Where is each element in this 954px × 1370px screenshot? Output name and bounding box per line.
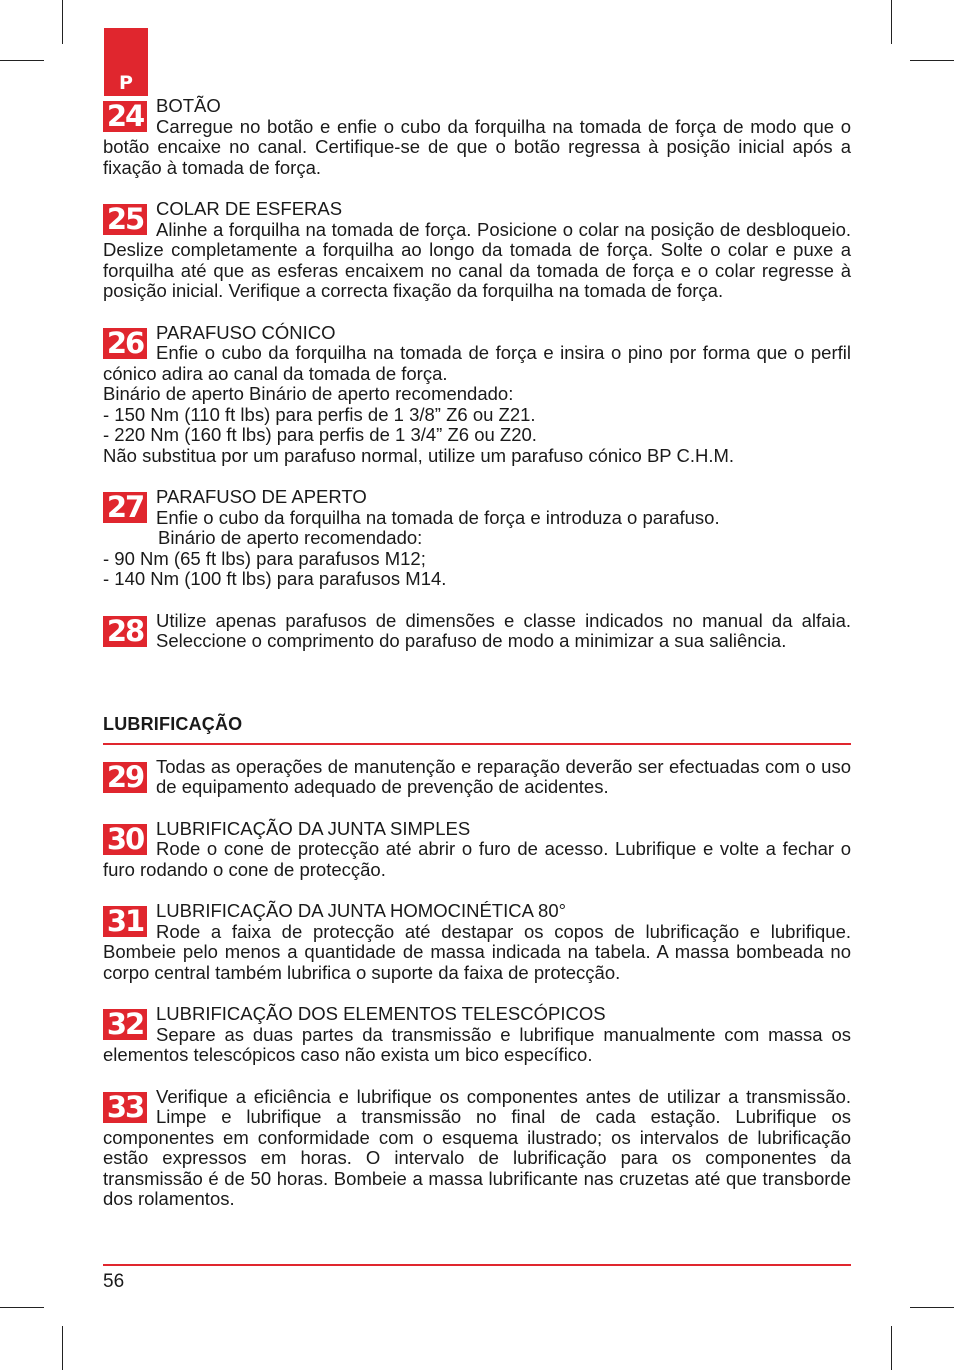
step-body: Utilize apenas parafusos de dimensões e classe indicados no manual da alfaia. Seleccione o comprimento do parafuso de modo a minimizar a sua saliência. (156, 609, 851, 651)
step-body: Carregue no botão e enfie o cubo da forquilha na tomada de força de modo que o botão encaixe no canal. Certifique-se de que o botão regressa à posição inicial após a fixação à tomada de força. (103, 115, 851, 178)
step-30 (103, 819, 851, 881)
torque-spec: - 220 Nm (160 ft lbs) para perfis de 1 3/4” Z6 ou Z20. (103, 424, 537, 445)
step-number-badge: 24 (103, 101, 147, 132)
step-title: LUBRIFICAÇÃO DA JUNTA HOMOCINÉTICA 80° (156, 900, 567, 921)
page-number: 56 (103, 1271, 125, 1292)
torque-label: Binário de aperto Binário de aperto recomendado: (103, 383, 514, 404)
step-title: PARAFUSO DE APERTO (156, 486, 367, 507)
step-29 (103, 757, 851, 798)
warning-note: Não substitua por um parafuso normal, utilize um parafuso cónico BP C.H.M. (103, 444, 735, 466)
step-31 (103, 901, 851, 983)
step-body: Enfie o cubo da forquilha na tomada de força e insira o pino por forma que o perfil cónico adira ao canal da tomada de força. (103, 342, 851, 384)
step-title: LUBRIFICAÇÃO DOS ELEMENTOS TELESCÓPICOS (156, 1003, 606, 1024)
step-33 (103, 1087, 851, 1210)
step-number-badge: 32 (103, 1009, 147, 1040)
crop-mark (62, 1326, 63, 1370)
crop-mark (0, 60, 44, 61)
step-body: Alinhe a forquilha na tomada de força. Posicione o colar na posição de desbloqueio. Deslize completamente a forquilha ao longo da tomada de força. Solte o colar e puxe a forquilha até que as esferas encaixem no canal da tomada de força e o colar regresse à posição inicial. Verifique a correcta fixação da forquilha na tomada de força. (103, 218, 851, 301)
language-tab: P (104, 28, 148, 96)
section-title: LUBRIFICAÇÃO (103, 714, 851, 745)
crop-mark (891, 0, 892, 44)
step-26 (103, 323, 851, 467)
step-body: Todas as operações de manutenção e reparação deverão ser efectuadas com o uso de equipamento adequado de prevenção de acidentes. (156, 755, 851, 797)
step-28 (103, 611, 851, 652)
step-25 (103, 199, 851, 302)
step-27 (103, 487, 851, 590)
torque-spec: - 150 Nm (110 ft lbs) para perfis de 1 3/8” Z6 ou Z21. (103, 403, 536, 425)
step-number-badge: 33 (103, 1092, 147, 1123)
step-number-badge: 25 (103, 204, 147, 235)
crop-mark (0, 1307, 44, 1308)
page-content (103, 96, 851, 1210)
step-body: Rode o cone de protecção até abrir o furo de acesso. Lubrifique e volte a fechar o furo rodando o cone de protecção. (103, 838, 851, 880)
step-title: PARAFUSO CÓNICO (156, 321, 336, 343)
step-32 (103, 1004, 851, 1066)
step-number-badge: 27 (103, 492, 147, 523)
step-body: Verifique a eficiência e lubrifique os componentes antes de utilizar a transmissão. Limpe e lubrifique a transmissão no final de cada estação. Lubrifique os componentes em conformidade com o esquema ilustrado; os intervalos de lubrificação estão expressos em horas. O intervalo de lubrificação para os componentes da transmissão é de 50 horas. Bombeie a massa lubrificante nas cruzetas até que transborde dos rolamentos. (103, 1085, 851, 1209)
step-body: Separe as duas partes da transmissão e lubrifique manualmente com massa os elementos telescópicos caso não exista um bico específico. (103, 1023, 851, 1065)
crop-mark (62, 0, 63, 44)
step-24 (103, 96, 851, 178)
step-number-badge: 30 (103, 824, 147, 855)
crop-mark (910, 60, 954, 61)
step-number-badge: 28 (103, 616, 147, 647)
crop-mark (891, 1326, 892, 1370)
step-body: Enfie o cubo da forquilha na tomada de força e introduza o parafuso. (156, 506, 720, 528)
torque-spec: - 90 Nm (65 ft lbs) para parafusos M12; (103, 547, 426, 569)
step-title: BOTÃO (156, 95, 221, 116)
step-number-badge: 26 (103, 328, 147, 359)
step-number-badge: 31 (103, 906, 147, 937)
footer-rule (103, 1264, 851, 1266)
step-number-badge: 29 (103, 762, 147, 793)
torque-label: Binário de aperto recomendado: (158, 527, 423, 548)
step-title: COLAR DE ESFERAS (156, 198, 343, 219)
torque-spec: - 140 Nm (100 ft lbs) para parafusos M14. (103, 568, 447, 589)
step-body: Rode a faixa de protecção até destapar os copos de lubrificação e lubrifique. Bombeie pelo menos a quantidade de massa indicada na tabela. A massa bombeada no corpo central também lubrifica o suporte da faixa de protecção. (103, 920, 851, 983)
crop-mark (910, 1307, 954, 1308)
step-title: LUBRIFICAÇÃO DA JUNTA SIMPLES (156, 817, 471, 839)
